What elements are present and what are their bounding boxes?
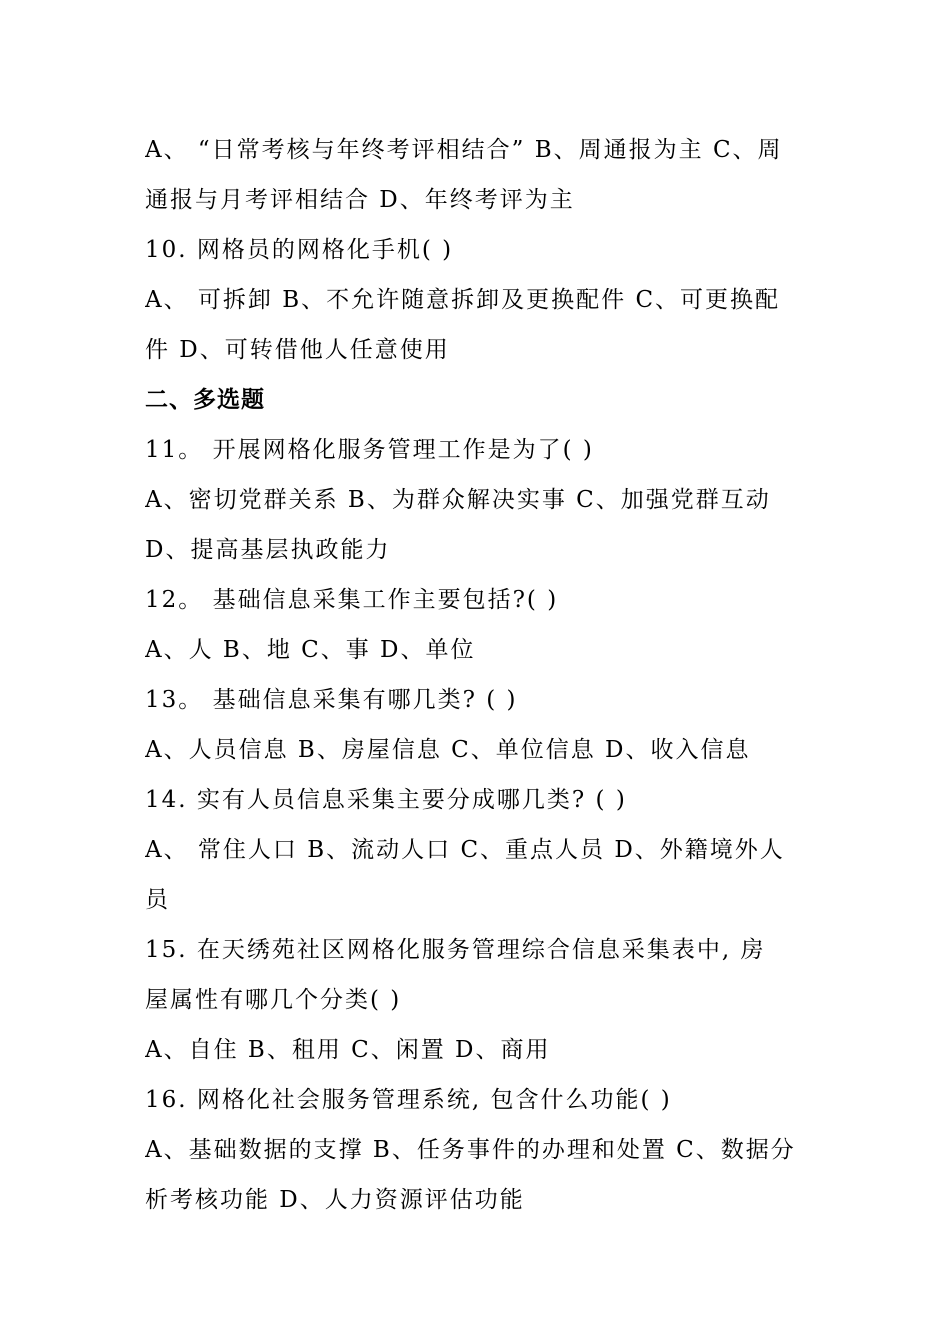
- q16-options-line-1: A、基础数据的支撑 B、任务事件的办理和处置 C、数据分: [145, 1137, 796, 1163]
- q11-options-line-2: D、提高基层执政能力: [145, 537, 391, 563]
- q14-question: 14. 实有人员信息采集主要分成哪几类? ( ): [145, 787, 627, 813]
- q10-options-line-2: 件 D、可转借他人任意使用: [145, 337, 450, 363]
- q11-options-line-1: A、密切党群关系 B、为群众解决实事 C、加强党群互动: [145, 487, 771, 513]
- q15-question-line-2: 屋属性有哪几个分类( ): [145, 987, 402, 1013]
- q16-options-line-2: 析考核功能 D、人力资源评估功能: [145, 1187, 525, 1213]
- q15-options: A、自住 B、租用 C、闲置 D、商用: [145, 1037, 551, 1063]
- q11-question: 11。 开展网格化服务管理工作是为了( ): [145, 437, 594, 463]
- q14-options-line-1: A、 常住人口 B、流动人口 C、重点人员 D、外籍境外人: [145, 837, 785, 863]
- q13-options: A、人员信息 B、房屋信息 C、单位信息 D、收入信息: [145, 737, 751, 763]
- q9-options-line-2: 通报与月考评相结合 D、年终考评为主: [145, 187, 575, 213]
- document-page: [145, 125, 810, 1225]
- q10-options-line-1: A、 可拆卸 B、不允许随意拆卸及更换配件 C、可更换配: [145, 287, 781, 313]
- section-heading-multiple-choice: 二、多选题: [145, 387, 265, 413]
- q16-question: 16. 网格化社会服务管理系统, 包含什么功能( ): [145, 1087, 672, 1113]
- q9-options-line-1: A、 “日常考核与年终考评相结合” B、周通报为主 C、周: [145, 137, 783, 163]
- q10-question: 10. 网格员的网格化手机( ): [145, 237, 454, 263]
- q12-question: 12。 基础信息采集工作主要包括?( ): [145, 587, 559, 613]
- q15-question-line-1: 15. 在天绣苑社区网格化服务管理综合信息采集表中, 房: [145, 937, 766, 963]
- q12-options: A、人 B、地 C、事 D、单位: [145, 637, 476, 663]
- q14-options-line-2: 员: [145, 887, 170, 913]
- q13-question: 13。 基础信息采集有哪几类? ( ): [145, 687, 518, 713]
